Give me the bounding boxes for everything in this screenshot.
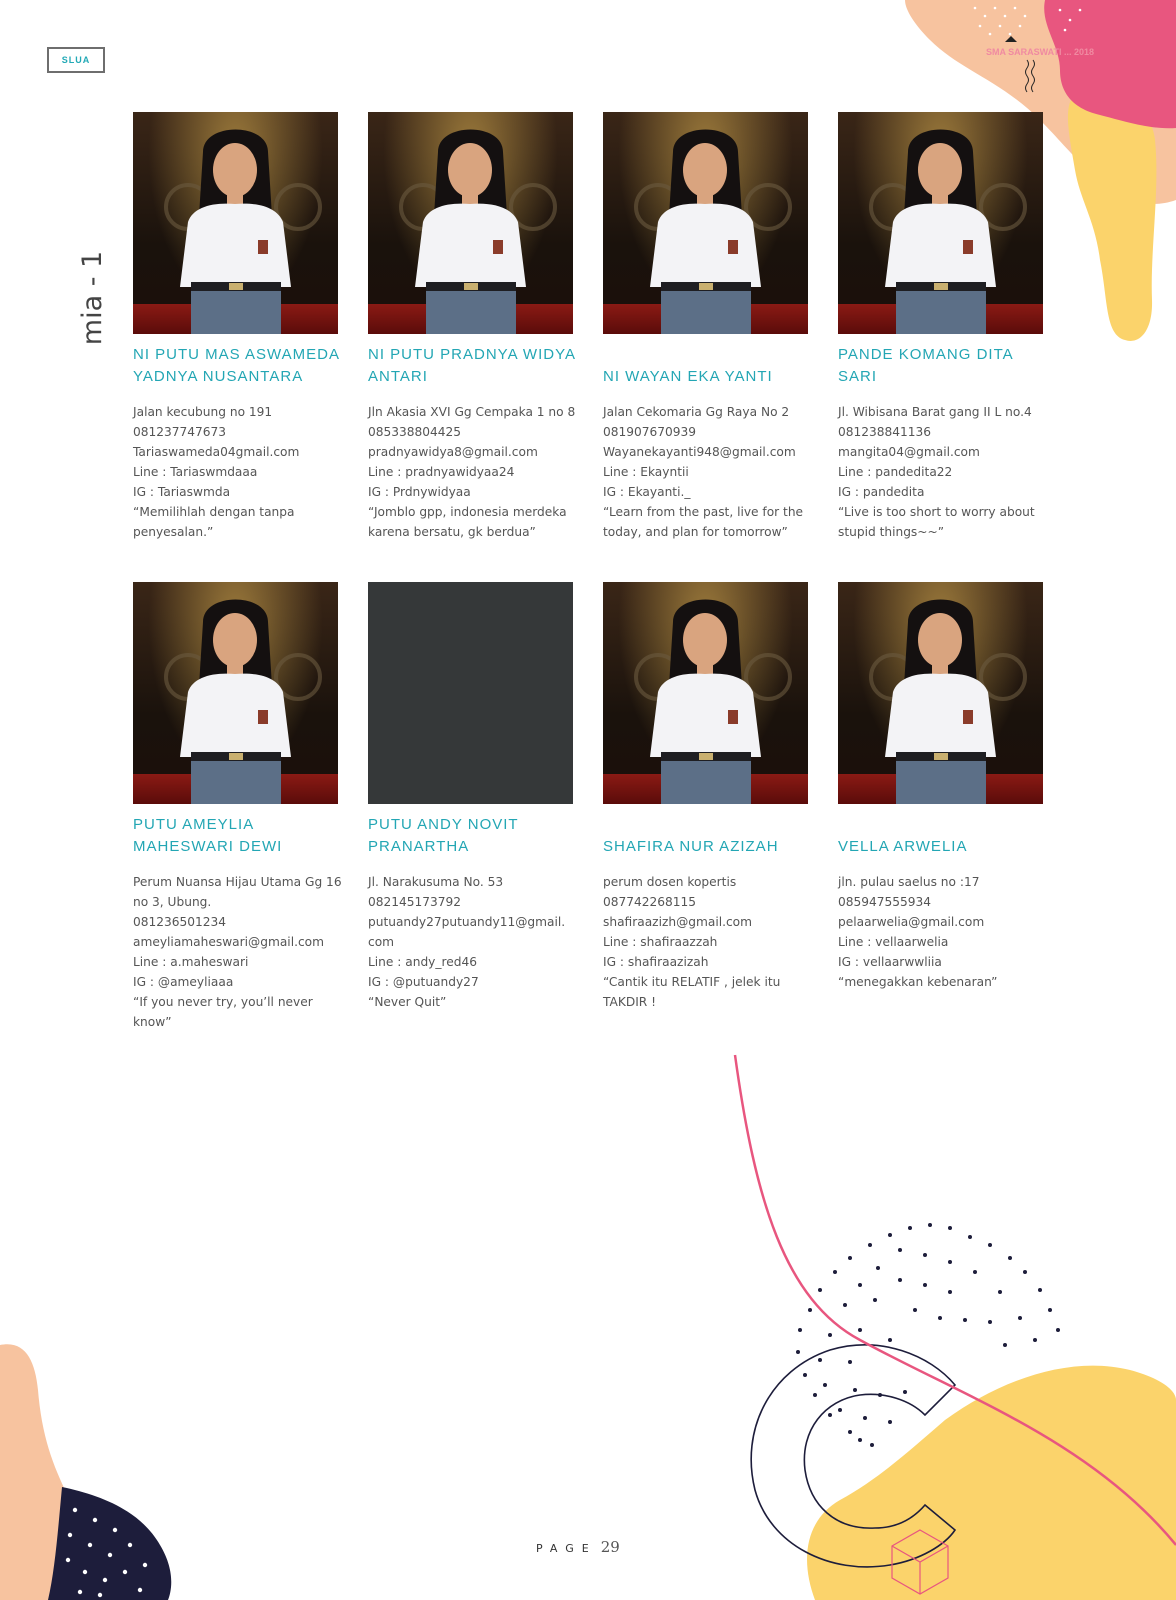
student-figure xyxy=(368,112,573,334)
student-photo xyxy=(133,582,338,804)
student-name: NI PUTU PRADNYA WIDYA ANTARI xyxy=(368,346,576,385)
student-info: Jl. Narakusuma No. 53 082145173792 putuandy27putuandy11@gmail. com Line : andy_red46 IG : @putuandy27 “Never Quit” xyxy=(368,875,566,1009)
student-info: Jl. Wibisana Barat gang II L no.4 081238841136 mangita04@gmail.com Line : pandedita22 IG : pandedita “Live is too short to worry about stupid things~~” xyxy=(838,405,1035,539)
student-card xyxy=(838,112,1053,542)
student-name: NI WAYAN EKA YANTI xyxy=(603,368,773,385)
student-photo xyxy=(133,112,338,334)
student-info: perum dosen kopertis 087742268115 shafiraazizh@gmail.com Line : shafiraazzah IG : shafiraazizah “Cantik itu RELATIF , jelek itu TAKDIR ! xyxy=(603,875,781,1009)
student-name: NI PUTU MAS ASWAMEDA YADNYA NUSANTARA xyxy=(133,346,340,385)
student-card xyxy=(838,582,1053,992)
student-figure xyxy=(133,112,338,334)
student-card xyxy=(368,582,583,1012)
student-name: PUTU ANDY NOVIT PRANARTHA xyxy=(368,816,519,855)
student-figure xyxy=(838,112,1043,334)
student-name: PANDE KOMANG DITA SARI xyxy=(838,346,1013,385)
student-card xyxy=(133,112,348,542)
student-figure xyxy=(838,582,1043,804)
student-photo xyxy=(838,582,1043,804)
page-number xyxy=(536,1538,620,1556)
student-card xyxy=(603,582,818,1012)
student-name: SHAFIRA NUR AZIZAH xyxy=(603,838,779,855)
yellow-drip-top-right xyxy=(1068,92,1156,341)
student-info: jln. pulau saelus no :17 085947555934 pelaarwelia@gmail.com Line : vellaarwelia IG : vellaarwwliia “menegakkan kebenaran” xyxy=(838,875,998,989)
photo-placeholder xyxy=(368,582,573,804)
student-figure xyxy=(603,582,808,804)
student-photo xyxy=(603,112,808,334)
student-name: VELLA ARWELIA xyxy=(838,838,968,855)
page-word: PAGE xyxy=(536,1542,597,1555)
student-photo xyxy=(838,112,1043,334)
page-number-value: 29 xyxy=(600,1538,620,1556)
student-info: Jalan kecubung no 191 081237747673 Tariaswameda04gmail.com Line : Tariaswmdaaa IG : Tariaswmda “Memilihlah dengan tanpa penyesalan.” xyxy=(133,405,300,539)
student-card xyxy=(603,112,818,542)
student-name: PUTU AMEYLIA MAHESWARI DEWI xyxy=(133,816,283,855)
student-card xyxy=(133,582,348,1032)
student-info: Jln Akasia XVI Gg Cempaka 1 no 8 085338804425 pradnyawidya8@gmail.com Line : pradnyawidyaa24 IG : Prdnywidyaa “Jomblo gpp, indonesia merdeka karena bersatu, gk berdua” xyxy=(368,405,576,539)
class-label: mia - 1 xyxy=(76,250,108,346)
student-card xyxy=(368,112,583,542)
school-name-header: SMA SARASWATI ... 2018 xyxy=(986,47,1095,57)
student-photo xyxy=(368,112,573,334)
student-figure xyxy=(133,582,338,804)
navy-blob-bottom-left xyxy=(48,1487,171,1600)
student-figure xyxy=(603,112,808,334)
student-info: Jalan Cekomaria Gg Raya No 2 081907670939 Wayanekayanti948@gmail.com Line : Ekayntii IG : Ekayanti._ “Learn from the past, live for the today, and plan for tomorrow” xyxy=(603,405,804,539)
student-info: Perum Nuansa Hijau Utama Gg 16 no 3, Ubung. 081236501234 ameyliamaheswari@gmail.com Line : a.maheswari IG : @ameyliaaa “If you never try, you’ll never know” xyxy=(133,875,342,1029)
student-photo xyxy=(603,582,808,804)
yellow-blob-bottom-right xyxy=(807,1366,1176,1600)
section-badge: SLUA xyxy=(47,47,105,73)
